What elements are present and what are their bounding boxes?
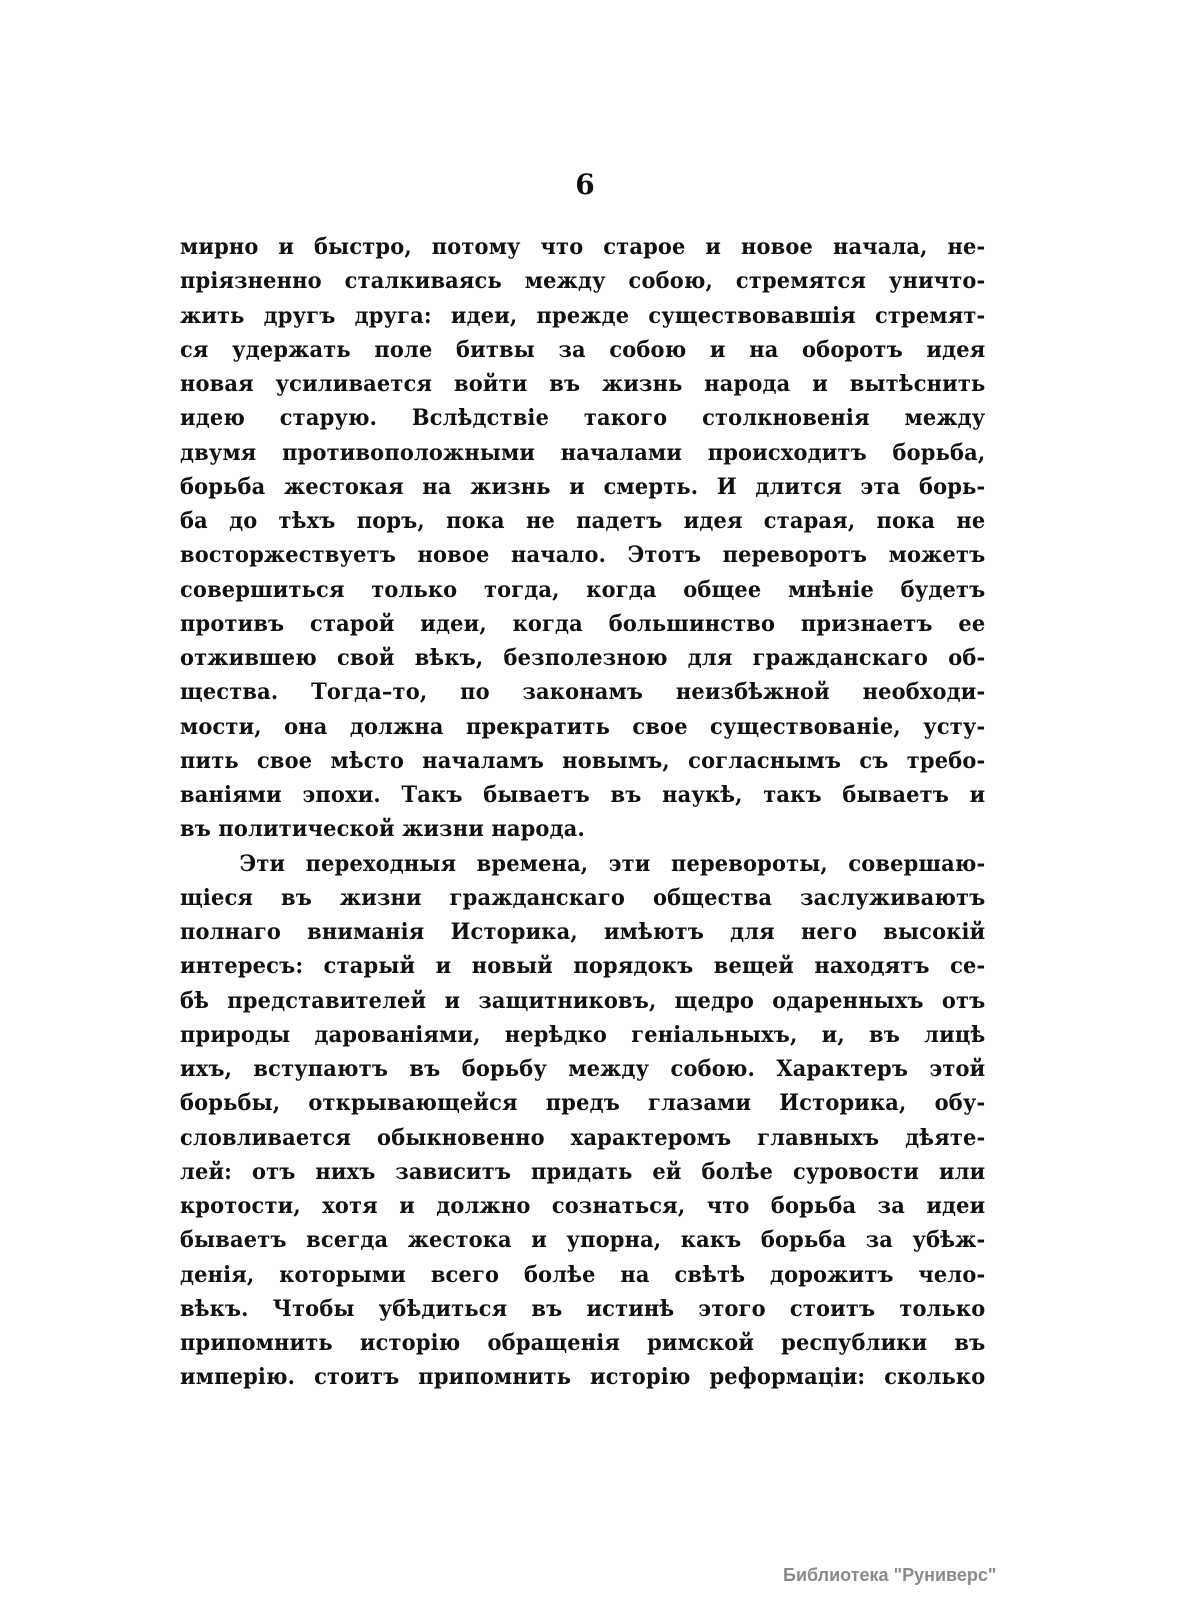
text-line: щества. Тогда–то, по законамъ неизбѣжной необходи- bbox=[180, 679, 986, 706]
text-line: восторжествуетъ новое начало. Этотъ переворотъ можетъ bbox=[180, 542, 986, 569]
text-line: бѣ представителей и защитниковъ, щедро одаренныхъ отъ bbox=[180, 987, 986, 1014]
text-line: борьба жестокая на жизнь и смерть. И длится эта борь- bbox=[180, 473, 986, 500]
text-line: идею старую. Вслѣдствіе такого столкновенія между bbox=[180, 405, 986, 432]
text-line: двумя противоположными началами происходитъ борьба, bbox=[180, 439, 986, 466]
text-line: мирно и быстро, потому что старое и новое начала, не- bbox=[180, 234, 986, 260]
text-line: ся удержать поле битвы за собою и на оборотъ идея bbox=[180, 336, 986, 363]
text-line: въ политической жизни народа. bbox=[180, 816, 585, 843]
text-line: противъ старой идеи, когда большинство признаетъ ее bbox=[180, 610, 986, 637]
text-line: пить свое мѣсто началамъ новымъ, согласнымъ съ требо- bbox=[180, 747, 986, 774]
text-line: интересъ: старый и новый порядокъ вещей находятъ се- bbox=[180, 953, 986, 980]
text-line: ихъ, вступаютъ въ борьбу между собою. Характеръ этой bbox=[180, 1056, 986, 1082]
text-line: имперію. стоитъ припомнить исторію реформаціи: сколько bbox=[180, 1364, 986, 1391]
text-line: отжившею свой вѣкъ, безполезною для гражданскаго об- bbox=[180, 645, 986, 671]
text-line: словливается обыкновенно характеромъ главныхъ дѣяте- bbox=[180, 1124, 986, 1151]
text-line: природы дарованіями, нерѣдко геніальныхъ, и, въ лицѣ bbox=[180, 1021, 986, 1048]
text-line: жить другъ друга: идеи, прежде существовавшія стремят- bbox=[180, 302, 986, 329]
text-line: денія, которыми всего болѣе на свѣтѣ дорожитъ чело- bbox=[180, 1261, 986, 1288]
body-text bbox=[180, 230, 985, 1395]
text-line: борьбы, открывающейся предъ глазами Историка, обу- bbox=[180, 1090, 986, 1117]
text-line: полнаго вниманія Историка, имѣютъ для него высокій bbox=[180, 919, 986, 945]
text-line: вѣкъ. Чтобы убѣдиться въ истинѣ этого стоитъ только bbox=[180, 1295, 986, 1322]
text-line: Эти переходныя времена, эти перевороты, совершаю- bbox=[239, 850, 986, 877]
text-line: припомнить исторію обращенія римской республики въ bbox=[180, 1330, 986, 1356]
text-line: пріязненно сталкиваясь между собою, стремятся уничто- bbox=[180, 268, 986, 295]
library-watermark: Библиотека "Руниверс" bbox=[783, 1565, 997, 1585]
text-line: совершиться только тогда, когда общее мнѣніе будетъ bbox=[180, 576, 986, 603]
page-number: 6 bbox=[575, 168, 595, 201]
text-line: лей: отъ нихъ зависитъ придать ей болѣе суровости или bbox=[180, 1158, 986, 1185]
text-line: ба до тѣхъ поръ, пока не падетъ идея старая, пока не bbox=[180, 508, 986, 534]
text-line: кротости, хотя и должно сознаться, что борьба за идеи bbox=[180, 1193, 986, 1219]
text-line: мости, она должна прекратить свое существованіе, усту- bbox=[180, 713, 986, 740]
text-line: ваніями эпохи. Такъ бываетъ въ наукѣ, такъ бываетъ и bbox=[180, 782, 986, 808]
text-line: бываетъ всегда жестока и упорна, какъ борьба за убѣж- bbox=[180, 1227, 986, 1254]
text-line: новая усиливается войти въ жизнь народа и вытѣснить bbox=[180, 371, 986, 397]
text-line: щіеся въ жизни гражданскаго общества заслуживаютъ bbox=[180, 884, 986, 911]
